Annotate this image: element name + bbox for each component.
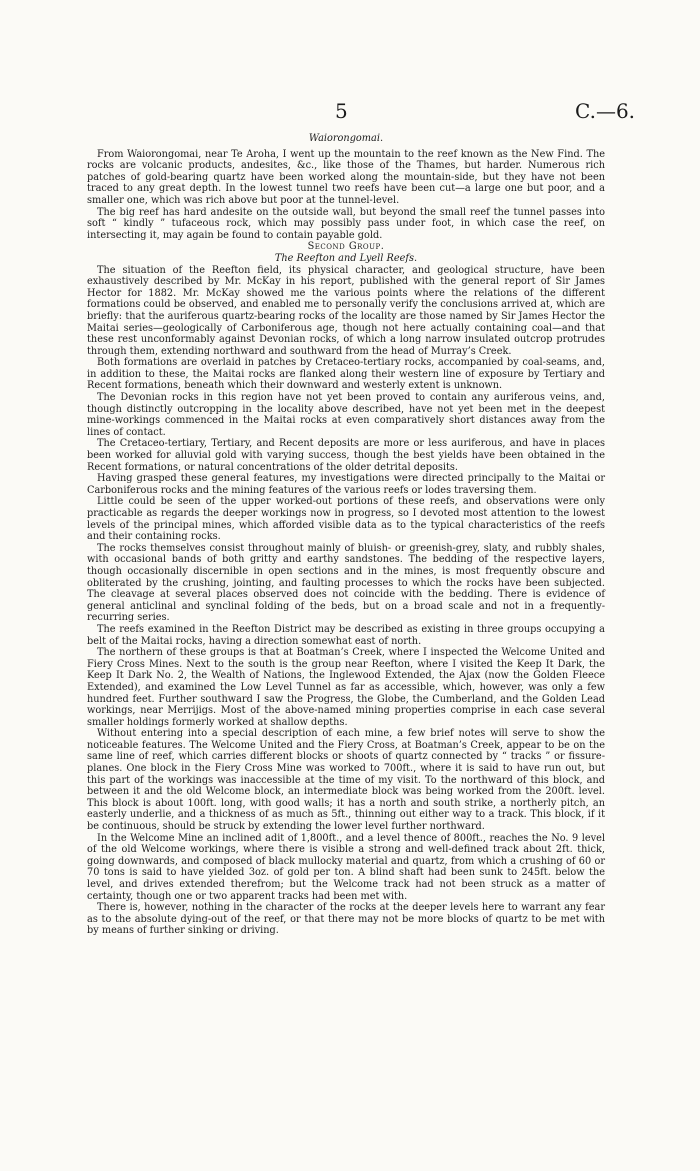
paragraph: In the Welcome Mine an inclined adit of 1,800ft., and a level thence of 800ft., reaches the No. 9 level of the old Welcome workings, where there is visible a strong and well-defined track about 2ft. thick, going downwards, and composed of black mullocky material and quartz, from which a crushing of 60 or 70 tons is said to have yielded 3oz. of gold per ton. A blind shaft had been sunk to 245ft. below the level, and drives extended therefrom; but the Welcome track had not been struck as a matter of certainty, though one or two apparent tracks had been met with.	[87, 832, 605, 902]
page-number: 5	[335, 99, 348, 123]
paragraph: Both formations are overlaid in patches by Cretaceo-tertiary rocks, accompanied by coal-seams, and, in addition to these, the Maitai rocks are flanked along their western line of exposure by Tertiary and Recent formations, beneath which their downward and westerly extent is unknown.	[87, 357, 605, 392]
paragraph: Without entering into a special description of each mine, a few brief notes will serve to show the noticeable features. The Welcome United and the Fiery Cross, at Boatman’s Creek, appear to be on the same line of reef, which carries different blocks or shoots of quartz connected by “ tracks ” or fissure-planes. One block in the Fiery Cross Mine was worked to 700ft., where it is said to have run out, but this part of the workings was inaccessible at the time of my visit. To the northward of this block, and between it and the old Welcome block, an intermediate block was being worked from the 200ft. level. This block is about 100ft. long, with good walls; it has a north and south strike, a northerly pitch, an easterly underlie, and a thickness of as much as 5ft., thinning out either way to a track. This block, if it be continuous, should be struck by extending the lower level further northward.	[87, 728, 605, 833]
paragraph: The Cretaceo-tertiary, Tertiary, and Recent deposits are more or less auriferous, and have in places been worked for alluvial gold with varying success, though the best yields have been obtained in the Recent formations, or natural concentrations of the older detrital deposits.	[87, 438, 605, 473]
section-title-waiorongomai: Waiorongomai.	[308, 133, 384, 144]
body-text	[87, 133, 605, 937]
paragraph: The reefs examined in the Reefton District may be described as existing in three groups occupying a belt of the Maitai rocks, having a direction somewhat east of north.	[87, 623, 605, 647]
paragraph: The Devonian rocks in this region have not yet been proved to contain any auriferous veins, and, though distinctly outcropping in the locality above described, have not yet been met in the deepest mine-workings commenced in the Maitai rocks at even comparatively short distances away from the lines of contact.	[87, 392, 605, 438]
paragraph: From Waiorongomai, near Te Aroha, I went up the mountain to the reef known as the New Find. The rocks are volcanic products, andesites, &c., like those of the Thames, but harder. Numerous rich patches of gold-bearing quartz have been worked along the mountain-side, but they have not been traced to any great depth. In the lowest tunnel two reefs have been cut—a large one but poor, and a smaller one, which was rich above but poor at the tunnel-level.	[87, 148, 605, 206]
paragraph: The situation of the Reefton field, its physical character, and geological structure, have been exhaustively described by Mr. McKay in his report, published with the general report of Sir James Hector for 1882. Mr. McKay showed me the various points where the relations of the different formations could be observed, and enabled me to personally verify the conclusions arrived at, which are briefly: that the auriferous quartz-bearing rocks of the locality are those named by Sir James Hector the Maitai series—geologically of Carboniferous age, though not here actually containing coal—and that these rest unconformably against Devonian rocks, of which a long narrow insulated outcrop protrudes through them, extending northward and southward from the head of Murray’s Creek.	[87, 264, 605, 357]
section-subtitle: The Reefton and Lyell Reefs.	[274, 252, 418, 264]
paragraph: Having grasped these general features, my investigations were directed principally to the Maitai or Carboniferous rocks and the mining features of the various reefs or lodes traversing them.	[87, 473, 605, 496]
paragraph: Little could be seen of the upper worked-out portions of these reefs, and observations were only practicable as regards the deeper workings now in progress, so I devoted most attention to the lowest levels of the principal mines, which afforded visible data as to the typical characteristics of the reefs and their containing rocks.	[87, 496, 605, 543]
paragraph: The northern of these groups is that at Boatman’s Creek, where I inspected the Welcome United and Fiery Cross Mines. Next to the south is the group near Reefton, where I visited the Keep It Dark, the Keep It Dark No. 2, the Wealth of Nations, the Inglewood Extended, the Ajax (now the Golden Fleece Extended), and examined the Low Level Tunnel as far as accessible, which, however, was only a few hundred feet. Further southward I saw the Progress, the Globe, the Cumberland, and the Golden Lead workings, near Merrijigs. Most of the above-named mining properties comprise in each case several smaller holdings formerly worked at shallow depths.	[87, 647, 605, 728]
paragraph: The rocks themselves consist throughout mainly of bluish- or greenish-grey, slaty, and rubbly shales, with occasional bands of both gritty and earthy sandstones. The bedding of the respective layers, though occasionally discernible in open sections and in the mines, is most frequently obscure and obliterated by the crushing, jointing, and faulting processes to which the rocks have been subjected. The cleavage at several places observed does not coincide with the bedding. There is evidence of general anticlinal and synclinal folding of the beds, but on a broad scale and not in a frequently-recurring series.	[87, 542, 605, 624]
paragraph: The big reef has hard andesite on the outside wall, but beyond the small reef the tunnel passes into soft “ kindly ” tufaceous rock, which may possibly pass under foot, in which case the reef, on intersecting it, may again be found to contain payable gold.	[87, 206, 605, 241]
document-code: C.—6.	[575, 99, 636, 123]
paragraph: There is, however, nothing in the character of the rocks at the deeper levels here to warrant any fear as to the absolute dying-out of the reef, or that there may not be more blocks of quartz to be met with by means of further sinking or driving.	[87, 902, 605, 937]
group-heading: Second Group.	[307, 241, 385, 253]
